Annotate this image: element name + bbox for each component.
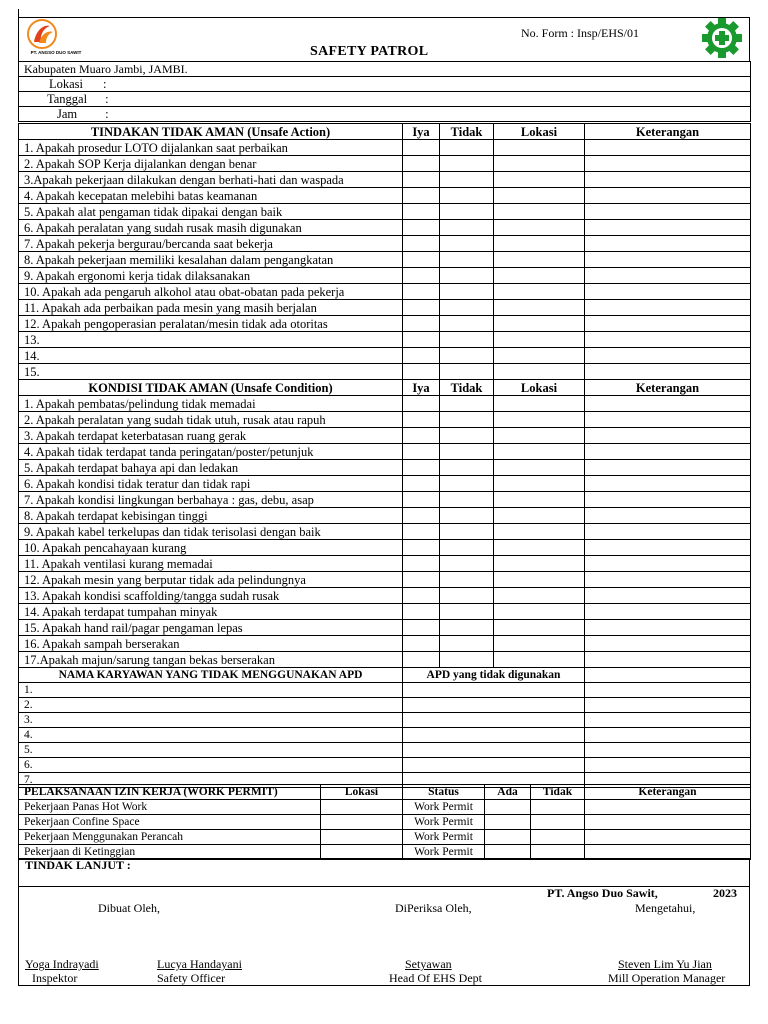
answer-cell[interactable]: [440, 204, 494, 220]
answer-cell[interactable]: [440, 412, 494, 428]
item-text: 5.: [19, 743, 403, 758]
permit-job: Pekerjaan Panas Hot Work: [19, 800, 321, 815]
item-text: 11. Apakah ventilasi kurang memadai: [19, 556, 403, 572]
answer-cell[interactable]: [440, 524, 494, 540]
approved-by-label: Mengetahui,: [635, 901, 696, 915]
answer-cell[interactable]: [494, 284, 585, 300]
answer-cell[interactable]: [585, 172, 751, 188]
answer-cell[interactable]: [585, 758, 751, 773]
answer-cell[interactable]: [440, 172, 494, 188]
answer-cell[interactable]: [494, 236, 585, 252]
permit-status: Work Permit: [403, 830, 485, 845]
answer-cell[interactable]: [440, 316, 494, 332]
item-text: 5. Apakah terdapat bahaya api dan ledakan: [19, 460, 403, 476]
apd-row: [19, 713, 751, 728]
answer-cell[interactable]: [585, 204, 751, 220]
item-text: 12. Apakah mesin yang berputar tidak ada pelindungnya: [19, 572, 403, 588]
unsafe-condition-row: [19, 620, 751, 636]
answer-cell[interactable]: [440, 156, 494, 172]
answer-cell[interactable]: [585, 556, 751, 572]
answer-cell[interactable]: [440, 300, 494, 316]
item-text: 6. Apakah kondisi tidak teratur dan tidak rapi: [19, 476, 403, 492]
apd-heading: NAMA KARYAWAN YANG TIDAK MENGGUNAKAN APD: [19, 668, 403, 683]
answer-cell[interactable]: [494, 316, 585, 332]
permit-status: Work Permit: [403, 845, 485, 860]
item-text: 2. Apakah SOP Kerja dijalankan dengan benar: [19, 156, 403, 172]
unsafe-action-row: [19, 156, 751, 172]
answer-cell[interactable]: [440, 556, 494, 572]
followup-label: TINDAK LANJUT :: [25, 858, 131, 872]
item-text: 4. Apakah kecepatan melebihi batas keamanan: [19, 188, 403, 204]
answer-cell[interactable]: [585, 444, 751, 460]
unsafe-condition-row: [19, 588, 751, 604]
item-text: 5. Apakah alat pengaman tidak dipakai dengan baik: [19, 204, 403, 220]
unsafe-condition-heading: KONDISI TIDAK AMAN (Unsafe Condition): [19, 380, 403, 396]
item-text: 7. Apakah pekerja bergurau/bercanda saat bekerja: [19, 236, 403, 252]
permit-col-keterangan: Keterangan: [585, 785, 751, 800]
answer-cell[interactable]: [494, 524, 585, 540]
answer-cell[interactable]: [585, 492, 751, 508]
answer-cell[interactable]: [403, 396, 440, 412]
answer-cell[interactable]: [494, 460, 585, 476]
apd-row: [19, 683, 751, 698]
permit-ada-cell[interactable]: [485, 815, 531, 830]
apd-row: [19, 728, 751, 743]
answer-cell[interactable]: [494, 476, 585, 492]
answer-cell[interactable]: [494, 444, 585, 460]
apd-table: [18, 667, 751, 788]
answer-cell[interactable]: [494, 140, 585, 156]
answer-cell[interactable]: [494, 188, 585, 204]
answer-cell[interactable]: [494, 252, 585, 268]
permit-col-tidak: Tidak: [531, 785, 585, 800]
answer-cell[interactable]: [494, 300, 585, 316]
unsafe-condition-row: [19, 460, 751, 476]
answer-cell[interactable]: [585, 743, 751, 758]
unsafe-action-row: [19, 268, 751, 284]
answer-cell[interactable]: [585, 728, 751, 743]
answer-cell[interactable]: [440, 252, 494, 268]
apd-row: [19, 743, 751, 758]
col-keterangan: Keterangan: [585, 124, 751, 140]
permit-tidak-cell[interactable]: [531, 800, 585, 815]
answer-cell[interactable]: [494, 268, 585, 284]
permit-job: Pekerjaan di Ketinggian: [19, 845, 321, 860]
checked-by-label: DiPeriksa Oleh,: [395, 901, 472, 915]
answer-cell[interactable]: [585, 636, 751, 652]
unsafe-condition-row: [19, 540, 751, 556]
permit-job: Pekerjaan Confine Space: [19, 815, 321, 830]
answer-cell[interactable]: [440, 268, 494, 284]
answer-cell[interactable]: [585, 268, 751, 284]
answer-cell[interactable]: [585, 300, 751, 316]
answer-cell[interactable]: [440, 364, 494, 380]
item-text: 8. Apakah pekerjaan memiliki kesalahan dalam pengangkatan: [19, 252, 403, 268]
item-text: 10. Apakah ada pengaruh alkohol atau obat-obatan pada pekerja: [19, 284, 403, 300]
item-text: 1. Apakah pembatas/pelindung tidak memadai: [19, 396, 403, 412]
permit-status: Work Permit: [403, 800, 485, 815]
answer-cell[interactable]: [403, 698, 585, 713]
answer-cell[interactable]: [494, 172, 585, 188]
answer-cell[interactable]: [494, 348, 585, 364]
answer-cell[interactable]: [403, 332, 440, 348]
answer-cell[interactable]: [585, 252, 751, 268]
signer-role-1: Inspektor: [32, 971, 78, 985]
item-text: 15. Apakah hand rail/pagar pengaman lepas: [19, 620, 403, 636]
apd-row: [19, 758, 751, 773]
answer-cell[interactable]: [403, 412, 440, 428]
answer-cell[interactable]: [494, 572, 585, 588]
apd-empty: [585, 668, 751, 683]
signer-role-4: Mill Operation Manager: [608, 971, 726, 985]
unsafe-condition-row: [19, 396, 751, 412]
signer-role-2: Safety Officer: [157, 971, 226, 985]
permit-status: Work Permit: [403, 815, 485, 830]
answer-cell[interactable]: [440, 460, 494, 476]
answer-cell[interactable]: [403, 572, 440, 588]
item-text: 11. Apakah ada perbaikan pada mesin yang masih berjalan: [19, 300, 403, 316]
answer-cell[interactable]: [494, 412, 585, 428]
item-text: 3.: [19, 713, 403, 728]
unsafe-condition-row: [19, 524, 751, 540]
col-iya: Iya: [403, 124, 440, 140]
unsafe-condition-row: [19, 444, 751, 460]
unsafe-action-row: [19, 172, 751, 188]
item-text: 12. Apakah pengoperasian peralatan/mesin tidak ada otoritas: [19, 316, 403, 332]
answer-cell[interactable]: [585, 713, 751, 728]
permit-col-status: Status: [403, 785, 485, 800]
permit-lokasi-cell[interactable]: [321, 815, 403, 830]
answer-cell[interactable]: [403, 508, 440, 524]
answer-cell[interactable]: [585, 236, 751, 252]
item-text: 9. Apakah ergonomi kerja tidak dilaksanakan: [19, 268, 403, 284]
field-tanggal[interactable]: Tanggal :: [19, 92, 751, 107]
answer-cell[interactable]: [403, 348, 440, 364]
permit-ada-cell[interactable]: [485, 800, 531, 815]
answer-cell[interactable]: [403, 284, 440, 300]
answer-cell[interactable]: [494, 540, 585, 556]
unsafe-condition-row: [19, 492, 751, 508]
answer-cell[interactable]: [403, 428, 440, 444]
item-text: 17.Apakah majun/sarung tangan bekas berserakan: [19, 652, 403, 668]
answer-cell[interactable]: [403, 364, 440, 380]
answer-cell[interactable]: [494, 396, 585, 412]
answer-cell[interactable]: [585, 220, 751, 236]
answer-cell[interactable]: [494, 204, 585, 220]
answer-cell[interactable]: [440, 508, 494, 524]
answer-cell[interactable]: [440, 428, 494, 444]
answer-cell[interactable]: [440, 588, 494, 604]
answer-cell[interactable]: [403, 316, 440, 332]
answer-cell[interactable]: [494, 556, 585, 572]
answer-cell[interactable]: [440, 444, 494, 460]
unsafe-action-section: [19, 124, 751, 380]
unsafe-action-row: [19, 236, 751, 252]
unsafe-action-row: [19, 188, 751, 204]
item-text: 3. Apakah terdapat keterbatasan ruang gerak: [19, 428, 403, 444]
answer-cell[interactable]: [403, 713, 585, 728]
answer-cell[interactable]: [440, 220, 494, 236]
permit-row: [19, 800, 751, 815]
answer-cell[interactable]: [440, 476, 494, 492]
item-text: 2. Apakah peralatan yang sudah tidak utuh, rusak atau rapuh: [19, 412, 403, 428]
answer-cell[interactable]: [494, 220, 585, 236]
answer-cell[interactable]: [585, 698, 751, 713]
made-by-label: Dibuat Oleh,: [98, 901, 160, 915]
answer-cell[interactable]: [403, 220, 440, 236]
answer-cell[interactable]: [403, 492, 440, 508]
answer-cell[interactable]: [403, 300, 440, 316]
location-line: Kabupaten Muaro Jambi, JAMBI.: [19, 62, 751, 77]
item-text: 6. Apakah peralatan yang sudah rusak masih digunakan: [19, 220, 403, 236]
answer-cell[interactable]: [585, 332, 751, 348]
answer-cell[interactable]: [440, 636, 494, 652]
answer-cell[interactable]: [585, 620, 751, 636]
item-text: 1.: [19, 683, 403, 698]
answer-cell[interactable]: [403, 604, 440, 620]
item-text: 3.Apakah pekerjaan dilakukan dengan berhati-hati dan waspada: [19, 172, 403, 188]
item-text: 9. Apakah kabel terkelupas dan tidak terisolasi dengan baik: [19, 524, 403, 540]
answer-cell[interactable]: [440, 236, 494, 252]
answer-cell[interactable]: [494, 332, 585, 348]
answer-cell[interactable]: [403, 540, 440, 556]
answer-cell[interactable]: [585, 572, 751, 588]
answer-cell[interactable]: [440, 348, 494, 364]
answer-cell[interactable]: [403, 476, 440, 492]
unsafe-condition-row: [19, 604, 751, 620]
answer-cell[interactable]: [585, 412, 751, 428]
item-text: 14. Apakah terdapat tumpahan minyak: [19, 604, 403, 620]
permit-col-lokasi: Lokasi: [321, 785, 403, 800]
signer-name-4: Steven Lim Yu Jian: [618, 957, 712, 971]
answer-cell[interactable]: [585, 364, 751, 380]
item-text: 16. Apakah sampah berserakan: [19, 636, 403, 652]
answer-cell[interactable]: [440, 332, 494, 348]
answer-cell[interactable]: [440, 492, 494, 508]
unsafe-action-row: [19, 300, 751, 316]
answer-cell[interactable]: [494, 508, 585, 524]
answer-cell[interactable]: [585, 188, 751, 204]
col-lokasi: Lokasi: [494, 124, 585, 140]
permit-keterangan-cell[interactable]: [585, 830, 751, 845]
flame-logo-icon: [26, 18, 84, 52]
answer-cell[interactable]: [403, 188, 440, 204]
answer-cell[interactable]: [403, 728, 585, 743]
permit-ada-cell[interactable]: [485, 830, 531, 845]
item-text: 13. Apakah kondisi scaffolding/tangga sudah rusak: [19, 588, 403, 604]
permit-keterangan-cell[interactable]: [585, 815, 751, 830]
unsafe-condition-row: [19, 572, 751, 588]
answer-cell[interactable]: [494, 492, 585, 508]
answer-cell[interactable]: [440, 396, 494, 412]
info-table: [18, 61, 751, 122]
answer-cell[interactable]: [403, 236, 440, 252]
item-text: 14.: [19, 348, 403, 364]
answer-cell[interactable]: [403, 268, 440, 284]
col-lokasi: Lokasi: [494, 380, 585, 396]
signer-name-2: Lucya Handayani: [157, 957, 242, 971]
answer-cell[interactable]: [585, 588, 751, 604]
col-iya: Iya: [403, 380, 440, 396]
answer-cell[interactable]: [403, 252, 440, 268]
unsafe-action-row: [19, 332, 751, 348]
unsafe-action-row: [19, 140, 751, 156]
answer-cell[interactable]: [494, 588, 585, 604]
answer-cell[interactable]: [585, 140, 751, 156]
item-text: 7. Apakah kondisi lingkungan berbahaya : gas, debu, asap: [19, 492, 403, 508]
permit-table: [18, 784, 751, 860]
unsafe-condition-row: [19, 652, 751, 668]
apd-row: [19, 698, 751, 713]
item-text: 4. Apakah tidak terdapat tanda peringatan/poster/petunjuk: [19, 444, 403, 460]
answer-cell[interactable]: [403, 652, 440, 668]
answer-cell[interactable]: [494, 652, 585, 668]
item-text: 4.: [19, 728, 403, 743]
item-text: 7.: [19, 773, 403, 788]
permit-row: [19, 815, 751, 830]
answer-cell[interactable]: [585, 683, 751, 698]
answer-cell[interactable]: [403, 444, 440, 460]
answer-cell[interactable]: [440, 620, 494, 636]
signoff-year: 2023: [713, 886, 737, 900]
col-tidak: Tidak: [440, 380, 494, 396]
answer-cell[interactable]: [440, 652, 494, 668]
logo-text: PT. ANGSO DUO SAWIT: [30, 50, 82, 55]
answer-cell[interactable]: [403, 556, 440, 572]
unsafe-condition-row: [19, 636, 751, 652]
answer-cell[interactable]: [494, 428, 585, 444]
answer-cell[interactable]: [585, 604, 751, 620]
answer-cell[interactable]: [585, 460, 751, 476]
answer-cell[interactable]: [403, 140, 440, 156]
unsafe-condition-row: [19, 412, 751, 428]
signer-name-1: Yoga Indrayadi: [25, 957, 99, 971]
answer-cell[interactable]: [494, 156, 585, 172]
unsafe-condition-row: [19, 508, 751, 524]
answer-cell[interactable]: [585, 396, 751, 412]
unsafe-condition-row: [19, 428, 751, 444]
item-text: 1. Apakah prosedur LOTO dijalankan saat perbaikan: [19, 140, 403, 156]
field-lokasi[interactable]: Lokasi :: [19, 77, 751, 92]
permit-row: [19, 830, 751, 845]
item-text: 10. Apakah pencahayaan kurang: [19, 540, 403, 556]
signer-name-3: Setyawan: [405, 957, 452, 971]
unsafe-action-row: [19, 348, 751, 364]
answer-cell[interactable]: [403, 524, 440, 540]
permit-tidak-cell[interactable]: [531, 830, 585, 845]
unsafe-action-row: [19, 284, 751, 300]
permit-heading: PELAKSANAAN IZIN KERJA (WORK PERMIT): [19, 785, 321, 800]
item-text: 13.: [19, 332, 403, 348]
answer-cell[interactable]: [403, 588, 440, 604]
answer-cell[interactable]: [585, 348, 751, 364]
answer-cell[interactable]: [585, 284, 751, 300]
permit-keterangan-cell[interactable]: [585, 800, 751, 815]
item-text: 2.: [19, 698, 403, 713]
item-text: 15.: [19, 364, 403, 380]
answer-cell[interactable]: [403, 758, 585, 773]
answer-cell[interactable]: [585, 316, 751, 332]
form-number: No. Form : Insp/EHS/01: [521, 26, 640, 40]
permit-job: Pekerjaan Menggunakan Perancah: [19, 830, 321, 845]
answer-cell[interactable]: [494, 604, 585, 620]
answer-cell[interactable]: [440, 604, 494, 620]
permit-lokasi-cell[interactable]: [321, 830, 403, 845]
unsafe-condition-row: [19, 476, 751, 492]
answer-cell[interactable]: [585, 524, 751, 540]
answer-cell[interactable]: [494, 364, 585, 380]
unsafe-action-row: [19, 364, 751, 380]
answer-cell[interactable]: [585, 156, 751, 172]
company-signoff: PT. Angso Duo Sawit,: [547, 886, 658, 900]
unsafe-condition-section: [19, 380, 751, 668]
answer-cell[interactable]: [585, 476, 751, 492]
apd-col: APD yang tidak digunakan: [403, 668, 585, 683]
field-jam[interactable]: Jam :: [19, 107, 751, 122]
unsafe-action-heading: TINDAKAN TIDAK AMAN (Unsafe Action): [19, 124, 403, 140]
answer-cell[interactable]: [585, 652, 751, 668]
answer-cell[interactable]: [403, 460, 440, 476]
item-text: 8. Apakah terdapat kebisingan tinggi: [19, 508, 403, 524]
answer-cell[interactable]: [494, 620, 585, 636]
answer-cell[interactable]: [403, 172, 440, 188]
permit-lokasi-cell[interactable]: [321, 800, 403, 815]
answer-cell[interactable]: [494, 636, 585, 652]
answer-cell[interactable]: [440, 188, 494, 204]
corner-mark: [18, 9, 19, 17]
answer-cell[interactable]: [403, 204, 440, 220]
signer-role-3: Head Of EHS Dept: [389, 971, 482, 985]
page-title: SAFETY PATROL: [310, 44, 429, 59]
col-tidak: Tidak: [440, 124, 494, 140]
unsafe-action-row: [19, 204, 751, 220]
answer-cell[interactable]: [585, 508, 751, 524]
answer-cell[interactable]: [440, 572, 494, 588]
safety-gear-icon: [700, 17, 744, 59]
checklist-table: [18, 123, 751, 668]
unsafe-condition-row: [19, 556, 751, 572]
permit-tidak-cell[interactable]: [531, 815, 585, 830]
unsafe-action-row: [19, 220, 751, 236]
answer-cell[interactable]: [440, 140, 494, 156]
answer-cell[interactable]: [585, 540, 751, 556]
answer-cell[interactable]: [440, 284, 494, 300]
col-keterangan: Keterangan: [585, 380, 751, 396]
answer-cell[interactable]: [585, 428, 751, 444]
company-logo: [26, 18, 84, 58]
unsafe-action-row: [19, 252, 751, 268]
answer-cell[interactable]: [403, 683, 585, 698]
answer-cell[interactable]: [440, 540, 494, 556]
unsafe-action-row: [19, 316, 751, 332]
permit-col-ada: Ada: [485, 785, 531, 800]
answer-cell[interactable]: [403, 636, 440, 652]
item-text: 6.: [19, 758, 403, 773]
answer-cell[interactable]: [403, 743, 585, 758]
answer-cell[interactable]: [403, 156, 440, 172]
answer-cell[interactable]: [403, 620, 440, 636]
